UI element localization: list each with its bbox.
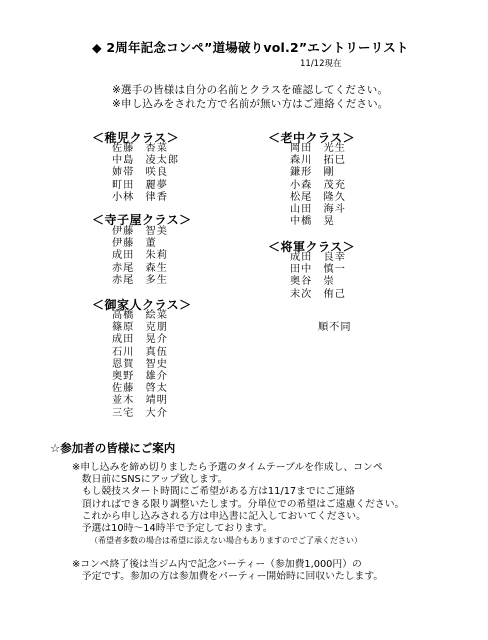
party-line: 予定です。参加の方は参加費をパーティー開始時に回収いたします。 <box>72 571 384 583</box>
guide-line: もし競技スタート時間にご希望がある方は11/17までにご連絡 <box>72 486 355 498</box>
member-name: 伊藤 智美 <box>112 226 168 237</box>
guide-small-note: （希望者多数の場合は希望に添えない場合もありますのでご了承ください） <box>90 536 362 546</box>
guide-line: これから申し込みされる方は申込書に記入しておいてください。 <box>72 510 366 522</box>
note-line-2: ※申し込みをされた方で名前が無い方はご連絡ください。 <box>112 98 389 110</box>
member-name: 赤尾 多生 <box>112 274 168 286</box>
guide-line: 予選は10時～14時半で予定しております。 <box>72 523 273 535</box>
class-heading-rouchu: ＜老中クラス＞ <box>268 131 356 145</box>
member-name: 岡田 光生 <box>290 143 346 154</box>
page-title: ◆ 2周年記念コンペ”道場破りvol.2”エントリーリスト <box>92 40 409 55</box>
member-name: 町田 麗夢 <box>112 179 168 191</box>
member-name: 松尾 隆久 <box>290 191 346 203</box>
date-label: 11/12現在 <box>300 59 342 69</box>
member-name: 中橋 晃 <box>290 216 335 228</box>
member-name: 恩賀 智史 <box>112 358 168 370</box>
member-name: 小森 茂充 <box>290 179 346 191</box>
class-heading-gokenin: ＜御家人クラス＞ <box>92 298 192 312</box>
member-name: 小林 律香 <box>112 191 168 203</box>
member-name: 成田 朱莉 <box>112 250 168 262</box>
class-heading-terakoya: ＜寺子屋クラス＞ <box>92 213 192 227</box>
member-name: 赤尾 森生 <box>112 262 168 274</box>
guide-line: ※申し込みを締め切りましたら予選のタイムテーブルを作成し、コンペ <box>72 462 383 473</box>
member-name: 高橋 絵菜 <box>112 310 168 321</box>
member-name: 三宅 大介 <box>112 407 168 419</box>
member-list-terakoya <box>112 226 168 287</box>
member-name: 奥谷 崇 <box>290 276 335 288</box>
member-list-rouchu <box>290 143 346 228</box>
member-name: 末次 侑己 <box>290 288 346 300</box>
member-list-chigo <box>112 143 179 204</box>
member-name: 田中 慎一 <box>290 264 346 276</box>
member-name: 奥野 雄介 <box>112 371 168 383</box>
class-heading-chigo: ＜稚児クラス＞ <box>92 131 180 145</box>
member-name: 佐藤 杏菜 <box>112 143 168 154</box>
order-note: 順不同 <box>318 322 352 333</box>
class-heading-shogun: ＜将軍クラス＞ <box>268 240 356 254</box>
member-name: 森川 拓巳 <box>290 155 346 167</box>
member-list-gokenin <box>112 310 168 420</box>
member-name: 伊藤 董 <box>112 238 157 250</box>
guide-line: 数日前にSNSにアップ致します。 <box>72 474 228 486</box>
member-name: 山田 海斗 <box>290 204 346 216</box>
party-line: ※コンペ終了後は当ジム内で記念パーティー（参加費1,000円）の <box>72 559 362 570</box>
party-text <box>72 559 383 583</box>
note-line-1: ※選手の皆様は自分の名前とクラスを確認してください。 <box>112 84 389 96</box>
member-name: 石川 真伍 <box>112 346 168 358</box>
member-name: 姉帯 咲良 <box>112 167 168 179</box>
guide-line: 頂ければできる限り調整いたします。分単位での希望はご遠慮ください。 <box>72 498 405 510</box>
member-name: 佐藤 啓太 <box>112 383 168 395</box>
member-name: 篠原 克朋 <box>112 322 168 334</box>
member-name: 成田 良幸 <box>290 252 346 263</box>
member-name: 成田 晃介 <box>112 334 168 346</box>
member-name: 鎌形 剛 <box>290 167 335 179</box>
member-name: 中島 凌太郎 <box>112 155 180 167</box>
member-list-shogun <box>290 252 346 301</box>
guide-title: ☆参加者の皆様にご案内 <box>50 441 176 455</box>
member-name: 並木 靖明 <box>112 395 168 407</box>
guide-text <box>72 462 404 547</box>
